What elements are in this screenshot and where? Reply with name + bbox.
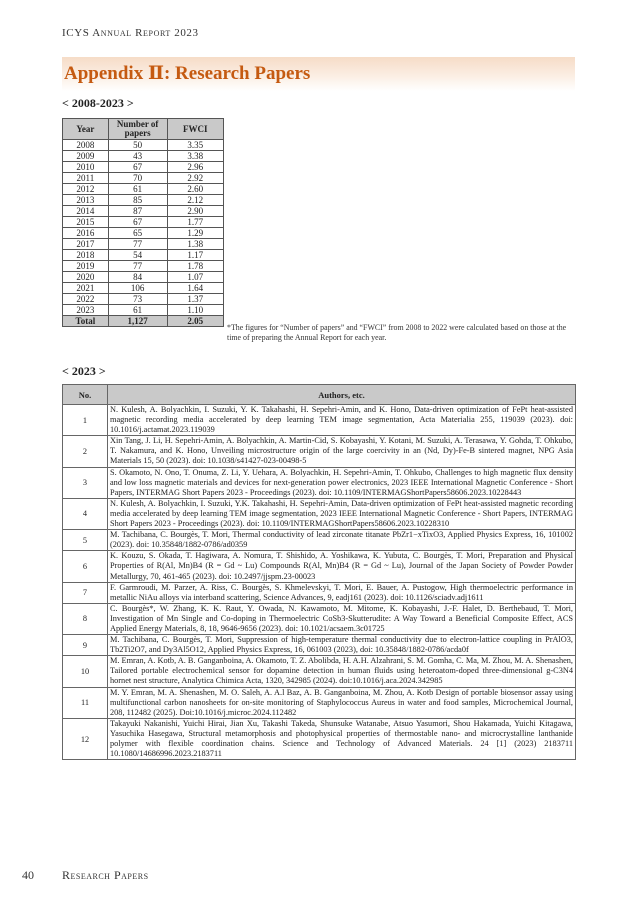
paper-citation: M. Y. Emran, M. A. Shenashen, M. O. Saleh, A. A.l Baz, A. B. Ganganboina, M. Zhou, A. Kotb Design of portable biosensor assay using multifunctional carbon nanosheets for on-site monitoring of Staphylococcus Aureus in water and food samples, Microchemical Journal, 208, 112482 (2025). Doi:10.1016/j.microc.2024.112482 <box>108 687 576 718</box>
summary-row <box>63 250 224 261</box>
summary-cell-year: 2016 <box>63 228 109 239</box>
summary-row <box>63 305 224 316</box>
summary-row <box>63 151 224 162</box>
footer-label: Research Papers <box>62 868 149 882</box>
summary-cell-fwci: 2.96 <box>167 162 224 173</box>
paper-number: 6 <box>63 551 108 582</box>
summary-cell-year: 2017 <box>63 239 109 250</box>
paper-citation: C. Bourgès*, W. Zhang, K. K. Raut, Y. Owada, N. Kawamoto, M. Mitome, K. Kobayashi, J.-F. Halet, D. Berthebaud, T. Mori, Investigation of Mn Single and Co-doping in Thermoelectric CoSb3-Skutterudite: A Way Toward a Beneficial Composite Effect, ACS Applied Energy Materials, 8, 18, 9646-9656 (2023). doi: 10.1021/acsaem.3c01725 <box>108 603 576 634</box>
paper-row <box>63 603 576 634</box>
summary-cell-fwci: 3.35 <box>167 140 224 151</box>
summary-cell-papers: 43 <box>108 151 167 162</box>
paper-citation: F. Garmroudi, M. Parzer, A. Riss, C. Bourgès, S. Khmelevskyi, T. Mori, E. Bauer, A. Pustogow, High thermoelectric performance in metallic NiAu alloys via interband scattering, Science Advances, 9, eadj161 (2023). doi: 10.1126/sciadv.adj1611 <box>108 582 576 603</box>
summary-body <box>63 140 224 327</box>
summary-cell-papers: 85 <box>108 195 167 206</box>
summary-cell-year: 2013 <box>63 195 109 206</box>
summary-cell-fwci: 1.64 <box>167 283 224 294</box>
paper-row <box>63 498 576 529</box>
summary-cell-papers: 61 <box>108 184 167 195</box>
summary-cell-year: 2020 <box>63 272 109 283</box>
paper-citation: N. Kulesh, A. Bolyachkin, I. Suzuki, Y.K. Takahashi, H. Sepehri-Amin, Data-driven optimization of FePt heat-assisted magnetic recording media accelerated by deep learning TEM image segmentation, 2023 IEEE International Magnetic Conference - Short Papers, INTERMAG Short Papers 2023 - Proceedings (2023). doi: 10.1109/INTERMAGShortPapers58606.2023.10228310 <box>108 498 576 529</box>
summary-footnote: *The figures for “Number of papers” and “FWCI” from 2008 to 2022 were calculated based on those at the time of preparing the Annual Report for each year. <box>227 323 567 342</box>
papers-heading: < 2023 > <box>62 364 106 378</box>
summary-row <box>63 272 224 283</box>
paper-row <box>63 530 576 551</box>
summary-cell-papers: 61 <box>108 305 167 316</box>
paper-row <box>63 718 576 759</box>
summary-cell-papers: 106 <box>108 283 167 294</box>
paper-number: 8 <box>63 603 108 634</box>
summary-cell-papers: 54 <box>108 250 167 261</box>
papers-col-no: No. <box>63 385 108 405</box>
paper-number: 12 <box>63 718 108 759</box>
summary-row <box>63 173 224 184</box>
summary-cell-year: 2018 <box>63 250 109 261</box>
summary-cell-fwci: 1.17 <box>167 250 224 261</box>
summary-cell-fwci: 2.90 <box>167 206 224 217</box>
summary-row <box>63 140 224 151</box>
paper-citation: S. Okamoto, N. Ono, T. Onuma, Z. Li, Y. Uehara, A. Bolyachkin, H. Sepehri-Amin, T. Ohkubo, Challenges to high magnetic flux density and low loss magnetic materials and devices for next-generation power electronics, 2023 IEEE International Magnetic Conference - Short Papers, INTERMAG Short Papers 2023 - Proceedings (2023). doi: 10.1109/INTERMAGShortPapers58606.2023.10228443 <box>108 467 576 498</box>
paper-number: 3 <box>63 467 108 498</box>
summary-row <box>63 261 224 272</box>
summary-cell-fwci: 1.38 <box>167 239 224 250</box>
summary-row <box>63 195 224 206</box>
paper-number: 4 <box>63 498 108 529</box>
paper-citation: Xin Tang, J. Li, H. Sepehri-Amin, A. Bolyachkin, A. Martin-Cid, S. Kobayashi, Y. Kotani, M. Suzuki, A. Terasawa, Y. Gohda, T. Ohkubo, T. Nakamura, and K. Hono, Unveiling microstructure origin of the large coercivity in an (Nd, Dy)-Fe-B sintered magnet, NPG Asia Materials 15, 50 (2023). doi: 10.1038/s41427-023-00498-5 <box>108 436 576 467</box>
paper-row <box>63 551 576 582</box>
summary-cell-year: 2023 <box>63 305 109 316</box>
summary-cell-year: 2014 <box>63 206 109 217</box>
paper-row <box>63 687 576 718</box>
summary-cell-year: 2008 <box>63 140 109 151</box>
summary-cell-year: 2011 <box>63 173 109 184</box>
paper-number: 9 <box>63 635 108 656</box>
summary-cell-year: 2015 <box>63 217 109 228</box>
summary-total-fwci: 2.05 <box>167 316 224 327</box>
summary-row <box>63 184 224 195</box>
summary-cell-fwci: 1.77 <box>167 217 224 228</box>
paper-citation: M. Tachibana, C. Bourgès, T. Mori, Suppression of high-temperature thermal conductivity due to electron-lattice coupling in PrAlO3, Tb2Ti2O7, and Dy3Al5O12, Applied Physics Express, 16, 061003 (2023), doi: 10.35848/1882-0786/acda0f <box>108 635 576 656</box>
summary-cell-papers: 65 <box>108 228 167 239</box>
summary-cell-papers: 50 <box>108 140 167 151</box>
papers-col-authors: Authors, etc. <box>108 385 576 405</box>
summary-col-fwci: FWCI <box>167 119 224 140</box>
summary-cell-fwci: 1.29 <box>167 228 224 239</box>
paper-citation: Takayuki Nakanishi, Yuichi Hirai, Jian Xu, Takashi Takeda, Shunsuke Watanabe, Atsuo Yasumori, Shou Hakamada, Yuichi Kitagawa, Yasuchika Hasegawa, Structural metamorphosis and photophysical properties of thermostable nano- and microcrystalline lanthanide polymer with flexible coordination chains. Science and Technology of Advanced Materials. 24 [1] (2023) 2183711 10.1080/14686996.2023.2183711 <box>108 718 576 759</box>
summary-cell-year: 2012 <box>63 184 109 195</box>
summary-cell-fwci: 3.38 <box>167 151 224 162</box>
summary-cell-fwci: 1.37 <box>167 294 224 305</box>
summary-col-papers: Number of papers <box>108 119 167 140</box>
summary-total-row <box>63 316 224 327</box>
summary-cell-fwci: 1.07 <box>167 272 224 283</box>
paper-row <box>63 405 576 436</box>
summary-cell-papers: 73 <box>108 294 167 305</box>
summary-cell-fwci: 2.12 <box>167 195 224 206</box>
summary-cell-fwci: 1.78 <box>167 261 224 272</box>
paper-row <box>63 635 576 656</box>
paper-citation: M. Emran, A. Kotb, A. B. Ganganboina, A. Okamoto, T. Z. Abolibda, H. A.H. Alzahrani, S. M. Gomha, C. Ma, M. Zhou, M. A. Shenashen, Tailored portable electrochemical sensor for dopamine detection in human fluids using heteroatom-doped three-dimensional g-C3N4 hornet nest structure, Analytica Chimica Acta, 1320, 342985 (2024). doi:10.1016/j.aca.2024.342985 <box>108 656 576 687</box>
summary-row <box>63 206 224 217</box>
summary-cell-papers: 67 <box>108 162 167 173</box>
paper-row <box>63 582 576 603</box>
summary-cell-papers: 77 <box>108 261 167 272</box>
page-title: Appendix Ⅱ: Research Papers <box>64 63 311 84</box>
paper-number: 5 <box>63 530 108 551</box>
title-banner <box>62 57 575 91</box>
paper-row <box>63 467 576 498</box>
summary-row <box>63 228 224 239</box>
summary-cell-year: 2010 <box>63 162 109 173</box>
papers-body <box>63 405 576 760</box>
summary-cell-fwci: 2.92 <box>167 173 224 184</box>
running-head: ICYS Annual Report 2023 <box>62 27 199 39</box>
paper-citation: K. Kouzu, S. Okada, T. Hagiwara, A. Nomura, T. Shishido, A. Yoshikawa, K. Yubuta, C. Bourgès, T. Mori, Preparation and Physical Properties of R(Al, Mn)B4 (R = Gd ~ Lu) Compounds R(Al, Mn)B4 (R = Gd ~ Lu), Journal of the Japan Society of Powder Powder Metallurgy, 70, 461-465 (2023). doi: 10.2497/jjspm.23-00023 <box>108 551 576 582</box>
summary-total-papers: 1,127 <box>108 316 167 327</box>
paper-row <box>63 436 576 467</box>
summary-cell-year: 2021 <box>63 283 109 294</box>
paper-citation: M. Tachibana, C. Bourgès, T. Mori, Thermal conductivity of lead zirconate titanate PbZr1−xTixO3, Applied Physics Express, 16, 101002 (2023). doi: 10.35848/1882-0786/ad0359 <box>108 530 576 551</box>
summary-col-year: Year <box>63 119 109 140</box>
papers-table <box>62 384 576 760</box>
summary-row <box>63 239 224 250</box>
summary-row <box>63 283 224 294</box>
summary-heading: < 2008-2023 > <box>62 96 134 110</box>
page-number: 40 <box>22 868 34 882</box>
summary-total-label: Total <box>63 316 109 327</box>
summary-cell-papers: 70 <box>108 173 167 184</box>
summary-cell-year: 2009 <box>63 151 109 162</box>
summary-row <box>63 162 224 173</box>
paper-citation: N. Kulesh, A. Bolyachkin, I. Suzuki, Y. K. Takahashi, H. Sepehri-Amin, and K. Hono, Data-driven optimization of FePt heat-assisted magnetic recording media accelerated by deep learning TEM image segmentation, Acta Materialia 255, 119039 (2023). doi: 10.1016/j.actamat.2023.119039 <box>108 405 576 436</box>
paper-number: 11 <box>63 687 108 718</box>
paper-number: 2 <box>63 436 108 467</box>
summary-row <box>63 217 224 228</box>
summary-cell-fwci: 1.10 <box>167 305 224 316</box>
paper-number: 10 <box>63 656 108 687</box>
summary-cell-papers: 87 <box>108 206 167 217</box>
paper-number: 7 <box>63 582 108 603</box>
paper-row <box>63 656 576 687</box>
summary-cell-year: 2019 <box>63 261 109 272</box>
summary-cell-papers: 67 <box>108 217 167 228</box>
paper-number: 1 <box>63 405 108 436</box>
summary-row <box>63 294 224 305</box>
summary-cell-papers: 77 <box>108 239 167 250</box>
summary-table <box>62 118 224 327</box>
summary-cell-year: 2022 <box>63 294 109 305</box>
summary-cell-papers: 84 <box>108 272 167 283</box>
summary-cell-fwci: 2.60 <box>167 184 224 195</box>
